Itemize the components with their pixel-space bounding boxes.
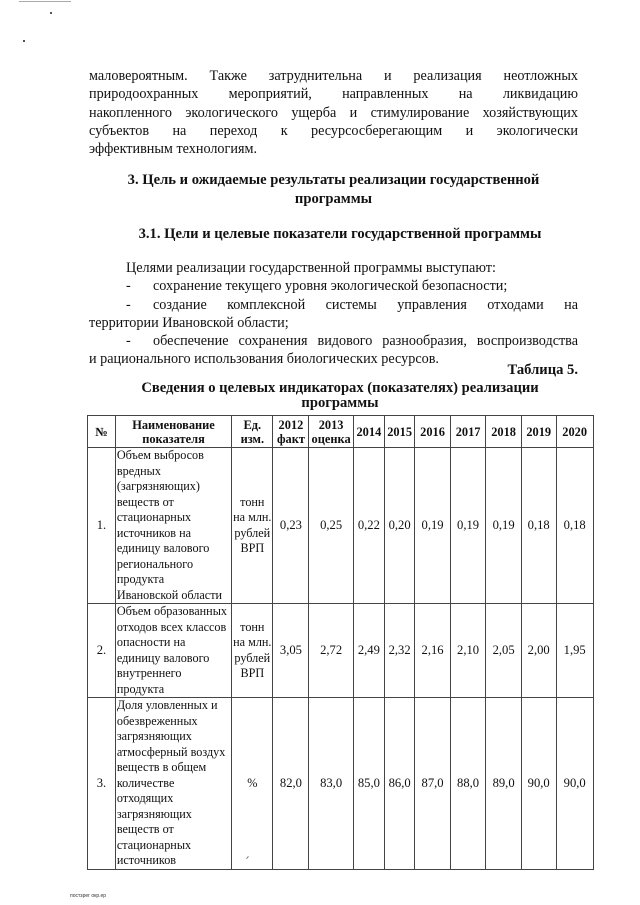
row-num: 1. <box>88 448 116 604</box>
value-2012: 0,23 <box>273 448 309 604</box>
value-2018: 0,19 <box>486 448 522 604</box>
value-2018: 2,05 <box>486 604 522 698</box>
name-line: количестве <box>116 775 175 790</box>
goal-text-continued: и рационального использования биологических ресурсов. <box>89 351 439 368</box>
value-2017: 88,0 <box>450 698 486 870</box>
value-2018: 89,0 <box>486 698 522 870</box>
goal-item <box>89 277 578 295</box>
goal-dash: - <box>126 278 131 295</box>
unit-line: на млн. <box>233 510 272 524</box>
name-line: стационарных <box>116 837 192 852</box>
goal-item <box>89 332 578 350</box>
row-indicator-name <box>115 698 231 870</box>
header-2012 <box>273 416 309 448</box>
footer-filename: постзрег окр.ер <box>70 893 107 899</box>
section-heading <box>89 171 578 208</box>
row-indicator-name <box>115 448 231 604</box>
name-line: загрязняющих <box>116 806 192 821</box>
table-caption: Таблица 5. <box>507 362 578 378</box>
header-2015: 2015 <box>384 416 414 448</box>
name-line: Объем образованных <box>116 604 227 618</box>
paragraph-line: маловероятным. Также затруднительна и реализация неотложных <box>89 68 578 84</box>
header-2013 <box>309 416 353 448</box>
value-2019: 90,0 <box>521 698 556 870</box>
table-header-row <box>88 416 640 448</box>
goal-item <box>89 296 578 314</box>
name-line: стационарных <box>116 510 192 524</box>
name-line: веществ в общем <box>116 760 207 774</box>
header-2017: 2017 <box>450 416 486 448</box>
intro-paragraph <box>89 67 578 158</box>
scan-dot-mark <box>50 12 52 14</box>
header-2016: 2016 <box>415 416 451 448</box>
goal-text: создание комплексной системы управления отходами на <box>153 296 578 313</box>
value-2019: 2,00 <box>521 604 556 698</box>
row-num: 2. <box>88 604 116 698</box>
table-title-line2: программы <box>301 395 379 411</box>
name-line: единицу валового <box>116 541 210 555</box>
value-2014: 0,22 <box>353 448 384 604</box>
header-2014: 2014 <box>353 416 384 448</box>
value-2020: 90,0 <box>556 698 593 870</box>
unit-line: тонн <box>240 494 265 509</box>
goals-block <box>89 259 578 369</box>
indicators-table <box>87 415 640 870</box>
row-unit <box>232 448 273 604</box>
paragraph-line: накопленного экологического ущерба и стимулирование хозяйствующих <box>89 104 578 121</box>
row-unit <box>232 604 273 698</box>
name-line: Объем выбросов <box>116 448 204 462</box>
scan-dot-mark <box>23 40 25 42</box>
name-line: загрязняющих <box>116 729 192 743</box>
value-2013: 83,0 <box>309 698 353 870</box>
row-indicator-name <box>115 604 231 698</box>
value-2013: 0,25 <box>309 448 353 604</box>
row-num: 3. <box>88 698 116 870</box>
name-line: продукта <box>116 681 165 696</box>
unit-line: тонн <box>240 619 265 634</box>
goal-text-continued: территории Ивановской области; <box>89 314 289 331</box>
unit-line: % <box>247 775 258 790</box>
value-2014: 2,49 <box>353 604 384 698</box>
value-2017: 2,10 <box>450 604 486 698</box>
value-2015: 2,32 <box>384 604 414 698</box>
name-line: обезвреженных <box>116 713 198 728</box>
paragraph-line: эффективным технологиям. <box>89 141 257 158</box>
header-name <box>115 416 231 448</box>
header-num: № <box>88 416 116 448</box>
value-2015: 86,0 <box>384 698 414 870</box>
value-2020: 1,95 <box>556 604 593 698</box>
table-row <box>88 698 640 870</box>
header-2018: 2018 <box>486 416 522 448</box>
name-line: источников на <box>116 525 192 540</box>
value-2013: 2,72 <box>309 604 353 698</box>
header-year: 2012 <box>278 417 304 432</box>
goals-intro: Целями реализации государственной программы выступают: <box>126 260 496 276</box>
table-row <box>88 604 640 698</box>
value-2015: 0,20 <box>384 448 414 604</box>
subsection-heading: 3.1. Цели и целевые показатели государственной программы <box>138 226 542 242</box>
name-line: веществ от <box>116 822 174 836</box>
header-year: 2013 <box>318 417 344 432</box>
scan-line-mark <box>19 1 71 2</box>
name-line: единицу валового <box>116 650 210 665</box>
header-2019: 2019 <box>521 416 556 448</box>
name-line: атмосферный воздух <box>116 744 226 759</box>
value-2019: 0,18 <box>521 448 556 604</box>
name-line: регионального <box>116 556 194 571</box>
name-line: опасности на <box>116 635 186 649</box>
unit-line: ВРП <box>240 666 265 680</box>
name-line: внутреннего <box>116 666 182 680</box>
value-2016: 2,16 <box>415 604 451 698</box>
section-heading-line2: программы <box>294 190 373 207</box>
name-line: вредных <box>116 463 161 478</box>
goal-text: обеспечение сохранения видового разнообразия, воспроизводства <box>153 333 578 350</box>
value-2012: 3,05 <box>273 604 309 698</box>
header-name-line: показателя <box>142 431 205 446</box>
unit-line: ВРП <box>240 541 265 555</box>
unit-line: рублей <box>234 650 271 665</box>
value-2012: 82,0 <box>273 698 309 870</box>
value-2014: 85,0 <box>353 698 384 870</box>
table-row <box>88 448 640 604</box>
table-title-line1: Сведения о целевых индикаторах (показателях) реализации <box>141 380 539 396</box>
header-unit-line: Ед. <box>243 417 262 432</box>
value-2017: 0,19 <box>450 448 486 604</box>
header-year-note: факт <box>276 431 305 446</box>
name-line: Доля уловленных и <box>116 698 218 712</box>
section-heading-line1: 3. Цель и ожидаемые результаты реализации государственной <box>127 172 540 188</box>
name-line: источников <box>116 853 177 867</box>
paragraph-line: субъектов на переход к ресурсосберегающим и экологически <box>89 122 578 139</box>
name-line: Ивановской области <box>116 587 223 602</box>
row-unit <box>232 698 273 870</box>
header-unit-line: изм. <box>240 431 265 446</box>
name-line: отходящих <box>116 791 174 805</box>
header-unit <box>232 416 273 448</box>
goal-text: сохранение текущего уровня экологической безопасности; <box>153 278 508 295</box>
header-year-note: оценка <box>311 431 351 446</box>
header-name-line: Наименование <box>132 417 215 432</box>
header-2020: 2020 <box>556 416 593 448</box>
unit-line: на млн. <box>233 635 272 649</box>
name-line: веществ от <box>116 494 174 509</box>
name-line: продукта <box>116 572 165 586</box>
unit-line: рублей <box>234 525 271 540</box>
goal-dash: - <box>126 296 131 313</box>
goal-dash: - <box>126 333 131 350</box>
table-title <box>100 379 580 412</box>
value-2016: 87,0 <box>415 698 451 870</box>
value-2016: 0,19 <box>415 448 451 604</box>
name-line: отходов всех классов <box>116 619 227 634</box>
paragraph-line: природоохранных мероприятий, направленных на ликвидацию <box>89 86 578 103</box>
value-2020: 0,18 <box>556 448 593 604</box>
name-line: (загрязняющих) <box>116 479 200 493</box>
